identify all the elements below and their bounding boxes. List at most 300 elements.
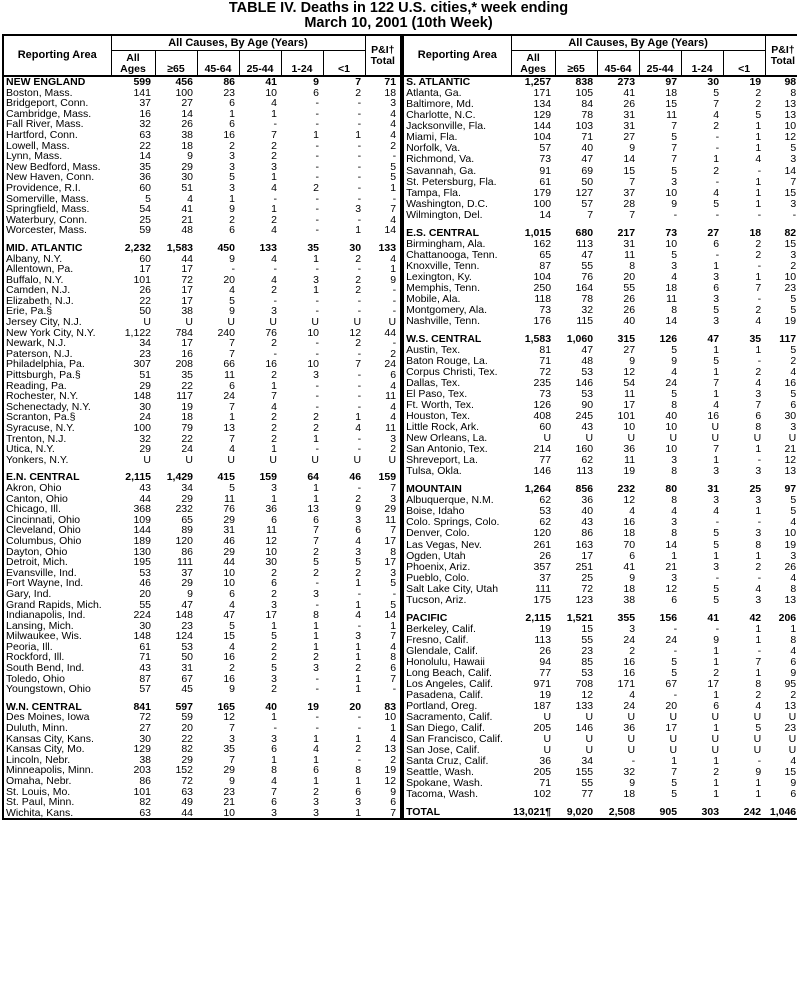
deaths-cell: 1 bbox=[755, 777, 762, 790]
table-spacer-row bbox=[403, 477, 797, 484]
pi-total-cell: 83 bbox=[365, 702, 401, 713]
deaths-cell: 51 bbox=[181, 181, 193, 194]
pi-total-cell: 2 bbox=[765, 356, 797, 367]
pi-total-cell: - bbox=[365, 194, 401, 205]
deaths-cell: 2 bbox=[755, 87, 762, 100]
city-name-cell: Rockford, Ill. bbox=[3, 652, 111, 663]
pi-total-cell: 5 bbox=[365, 162, 401, 173]
deaths-cell: 14 bbox=[139, 150, 151, 163]
deaths-cell: 10 bbox=[223, 566, 235, 579]
deaths-cell: - bbox=[315, 97, 319, 110]
deaths-cell: 1 bbox=[713, 688, 720, 701]
spacer-cell bbox=[3, 695, 401, 702]
deaths-cell: 171 bbox=[617, 677, 636, 690]
deaths-cell: 11 bbox=[624, 388, 636, 401]
table-spacer-row bbox=[403, 327, 797, 334]
deaths-cell: 18 bbox=[665, 281, 678, 294]
city-name-cell: Syracuse, N.Y. bbox=[3, 423, 111, 434]
deaths-cell: 2 bbox=[271, 369, 277, 382]
deaths-cell: 6 bbox=[271, 513, 277, 526]
deaths-cell: 9 bbox=[671, 355, 678, 367]
deaths-cell: 120 bbox=[533, 527, 552, 540]
table-row bbox=[3, 162, 401, 173]
deaths-cell: 15 bbox=[623, 164, 636, 177]
deaths-cell: 6 bbox=[229, 224, 235, 237]
deaths-cell: 10 bbox=[265, 545, 277, 558]
deaths-cell: 1 bbox=[355, 732, 362, 745]
deaths-cell: 2,232 bbox=[124, 241, 151, 254]
deaths-cell: 1 bbox=[271, 753, 277, 766]
deaths-cell: - bbox=[315, 379, 319, 392]
table-body-left bbox=[3, 76, 401, 819]
city-name-cell: Shreveport, La. bbox=[403, 455, 511, 466]
deaths-cell: 18 bbox=[181, 139, 193, 152]
deaths-cell: 16 bbox=[139, 107, 151, 120]
deaths-cell: 19 bbox=[539, 622, 552, 635]
deaths-cell: 11 bbox=[666, 292, 678, 305]
deaths-cell: 23 bbox=[181, 619, 193, 632]
deaths-cell: U bbox=[311, 453, 319, 466]
deaths-cell: - bbox=[357, 107, 362, 120]
pi-total-cell: 5 bbox=[765, 294, 797, 305]
deaths-cell: 113 bbox=[576, 465, 594, 478]
deaths-cell: 35 bbox=[749, 332, 762, 345]
city-name-cell: Seattle, Wash. bbox=[403, 767, 511, 778]
deaths-cell: 148 bbox=[133, 630, 151, 643]
city-name-cell: Scranton, Pa.§ bbox=[3, 412, 111, 423]
deaths-cell: 7 bbox=[671, 766, 678, 779]
city-name-cell: Kansas City, Mo. bbox=[3, 744, 111, 755]
deaths-cell: - bbox=[757, 571, 762, 584]
deaths-cell: 1 bbox=[313, 284, 319, 297]
deaths-cell: 24 bbox=[181, 443, 193, 456]
deaths-cell: - bbox=[357, 369, 362, 382]
deaths-cell: 2 bbox=[755, 366, 762, 379]
header-age-65-left: ≥65 bbox=[155, 51, 197, 77]
deaths-cell: 30 bbox=[139, 619, 151, 632]
deaths-cell: 155 bbox=[575, 766, 594, 779]
deaths-cell: - bbox=[315, 203, 319, 216]
deaths-cell: 2 bbox=[755, 98, 762, 111]
table-row bbox=[3, 172, 401, 183]
pi-total-cell: 3 bbox=[365, 568, 401, 579]
deaths-cell: 18 bbox=[623, 582, 636, 595]
deaths-cell: 36 bbox=[623, 443, 636, 456]
deaths-cell: 104 bbox=[533, 131, 552, 144]
deaths-cell: 87 bbox=[139, 672, 151, 685]
pi-total-cell: 6 bbox=[365, 370, 401, 381]
city-name-cell: Buffalo, N.Y. bbox=[3, 275, 111, 286]
deaths-cell: 1,060 bbox=[566, 332, 594, 345]
deaths-cell: 3 bbox=[629, 622, 636, 635]
table-row bbox=[403, 367, 797, 378]
deaths-cell: - bbox=[315, 192, 319, 205]
deaths-cell: U bbox=[143, 453, 151, 466]
deaths-cell: - bbox=[757, 644, 762, 657]
deaths-cell: - bbox=[315, 107, 319, 120]
pi-total-cell: 6 bbox=[765, 789, 797, 800]
deaths-cell: 30 bbox=[139, 400, 151, 413]
deaths-cell: U bbox=[543, 733, 552, 746]
deaths-cell: 1 bbox=[229, 192, 235, 205]
deaths-cell: 2 bbox=[271, 337, 277, 350]
deaths-cell: 9 bbox=[629, 777, 636, 790]
deaths-cell: 7 bbox=[713, 98, 720, 111]
deaths-cell: 2 bbox=[271, 683, 277, 696]
deaths-cell: 17 bbox=[139, 263, 151, 276]
pi-total-cell: 8 bbox=[765, 583, 797, 594]
city-name-cell: Newark, N.J. bbox=[3, 338, 111, 349]
city-name-cell: Las Vegas, Nev. bbox=[403, 539, 511, 550]
city-name-cell: Peoria, Ill. bbox=[3, 642, 111, 653]
deaths-cell: 2 bbox=[271, 651, 277, 664]
deaths-cell: 109 bbox=[133, 513, 151, 526]
deaths-cell: 4 bbox=[355, 609, 362, 622]
city-name-cell: Spokane, Wash. bbox=[403, 778, 511, 789]
deaths-cell: - bbox=[315, 139, 319, 152]
deaths-cell: - bbox=[315, 337, 319, 350]
city-name-cell: Paterson, N.J. bbox=[3, 349, 111, 360]
table-spacer-row bbox=[3, 236, 401, 243]
deaths-cell: 5 bbox=[145, 192, 151, 205]
table-row bbox=[403, 261, 797, 272]
table-row bbox=[403, 444, 797, 455]
region-name-cell: S. ATLANTIC bbox=[403, 76, 511, 88]
table-row bbox=[3, 381, 401, 392]
deaths-cell: U bbox=[627, 432, 636, 445]
deaths-cell: 162 bbox=[533, 237, 552, 250]
deaths-cell: U bbox=[711, 710, 720, 723]
deaths-cell: 4 bbox=[755, 153, 762, 166]
deaths-cell: 189 bbox=[133, 534, 151, 547]
pi-total-cell: 6 bbox=[765, 657, 797, 668]
deaths-cell: 5 bbox=[671, 655, 678, 668]
pi-total-cell: - bbox=[365, 296, 401, 307]
table-row bbox=[403, 345, 797, 356]
deaths-cell: 2 bbox=[355, 337, 362, 350]
deaths-cell: 163 bbox=[575, 538, 594, 551]
deaths-cell: 2 bbox=[355, 566, 362, 579]
deaths-cell: 2 bbox=[271, 411, 277, 424]
deaths-cell: 104 bbox=[533, 270, 552, 283]
deaths-cell: - bbox=[357, 118, 362, 131]
table-row bbox=[403, 400, 797, 411]
deaths-cell: 50 bbox=[139, 305, 151, 318]
deaths-cell: 205 bbox=[533, 722, 552, 734]
deaths-cell: 38 bbox=[623, 593, 636, 606]
city-name-cell: Richmond, Va. bbox=[403, 154, 511, 165]
deaths-cell: U bbox=[311, 316, 319, 329]
city-name-cell: Ogden, Utah bbox=[403, 550, 511, 561]
pi-total-cell: 11 bbox=[365, 515, 401, 526]
deaths-cell: 31 bbox=[181, 662, 193, 675]
deaths-cell: 47 bbox=[581, 343, 594, 356]
deaths-cell: 62 bbox=[539, 494, 552, 507]
deaths-cell: 357 bbox=[533, 560, 552, 573]
table-row bbox=[403, 76, 797, 88]
deaths-cell: 1,429 bbox=[166, 471, 193, 484]
deaths-cell: 1,257 bbox=[524, 76, 552, 89]
deaths-cell: 1 bbox=[755, 549, 762, 562]
table-head-left bbox=[3, 35, 401, 76]
pi-total-cell: 7 bbox=[765, 176, 797, 187]
deaths-cell: 17 bbox=[181, 284, 193, 297]
city-name-cell: Gary, Ind. bbox=[3, 589, 111, 600]
deaths-cell: 2 bbox=[755, 303, 762, 316]
deaths-cell: 27 bbox=[181, 97, 193, 110]
pi-label-line2: Total bbox=[370, 54, 395, 67]
city-name-cell: Boston, Mass. bbox=[3, 88, 111, 99]
deaths-cell: U bbox=[543, 744, 552, 757]
deaths-cell: 4 bbox=[271, 273, 277, 286]
deaths-cell: 5 bbox=[671, 788, 678, 801]
pi-total-cell: 4 bbox=[765, 367, 797, 378]
city-name-cell: Cambridge, Mass. bbox=[3, 109, 111, 120]
deaths-cell: 152 bbox=[175, 764, 193, 777]
deaths-cell: 11 bbox=[266, 524, 277, 537]
header-all-ages-left bbox=[111, 51, 155, 77]
deaths-cell: 1 bbox=[755, 142, 762, 155]
deaths-cell: U bbox=[353, 453, 362, 466]
deaths-cell: - bbox=[357, 400, 362, 413]
deaths-cell: 3 bbox=[755, 388, 762, 401]
city-name-cell: Houston, Tex. bbox=[403, 411, 511, 422]
deaths-cell: 100 bbox=[175, 86, 193, 99]
deaths-cell: 2,115 bbox=[125, 471, 151, 484]
deaths-cell: 1 bbox=[755, 505, 762, 518]
deaths-cell: - bbox=[715, 622, 720, 635]
header-age-124-right: 1-24 bbox=[681, 51, 723, 77]
deaths-cell: 127 bbox=[575, 186, 594, 199]
deaths-cell: 5 bbox=[713, 303, 720, 316]
deaths-cell: - bbox=[673, 644, 678, 657]
deaths-cell: 19 bbox=[539, 688, 552, 701]
deaths-cell: 3 bbox=[271, 305, 277, 318]
city-name-cell: Norfolk, Va. bbox=[403, 143, 511, 154]
pi-total-cell: 98 bbox=[765, 76, 797, 88]
pi-total-cell: 9 bbox=[765, 668, 797, 679]
deaths-cell: 6 bbox=[271, 577, 277, 590]
pi-total-cell: 4 bbox=[365, 109, 401, 120]
deaths-cell: 2 bbox=[713, 120, 720, 133]
deaths-cell: 6 bbox=[755, 410, 762, 423]
deaths-cell: - bbox=[315, 347, 319, 360]
city-name-cell: Long Beach, Calif. bbox=[403, 668, 511, 679]
deaths-cell: - bbox=[757, 208, 762, 221]
deaths-cell: - bbox=[715, 516, 720, 529]
city-name-cell: Somerville, Mass. bbox=[3, 194, 111, 205]
header-reporting-area-left: Reporting Area bbox=[3, 35, 111, 76]
table-row bbox=[403, 495, 797, 506]
header-all-causes-right: All Causes, By Age (Years) bbox=[511, 35, 765, 51]
deaths-cell: 40 bbox=[665, 410, 678, 423]
deaths-cell: 4 bbox=[629, 688, 636, 701]
pi-total-cell: 10 bbox=[765, 272, 797, 283]
header-reporting-area-right: Reporting Area bbox=[403, 35, 511, 76]
deaths-cell: 179 bbox=[533, 186, 552, 199]
deaths-cell: - bbox=[357, 192, 362, 205]
deaths-cell: 61 bbox=[539, 175, 552, 188]
deaths-cell: 680 bbox=[575, 226, 594, 239]
deaths-cell: 5 bbox=[355, 556, 362, 569]
pi-total-cell: 13 bbox=[765, 466, 797, 477]
pi-total-cell: 2 bbox=[365, 349, 401, 360]
deaths-cell: 5 bbox=[271, 630, 277, 643]
deaths-cell: 3 bbox=[671, 454, 678, 467]
deaths-cell: - bbox=[357, 213, 362, 226]
header-age-u1-right: <1 bbox=[723, 51, 765, 77]
deaths-cell: 24 bbox=[223, 390, 235, 403]
deaths-cell: 20 bbox=[223, 273, 235, 286]
deaths-cell: 73 bbox=[665, 226, 678, 239]
deaths-cell: 111 bbox=[535, 582, 552, 595]
deaths-cell: 1 bbox=[755, 197, 762, 210]
pi-total-cell: 7 bbox=[365, 525, 401, 536]
deaths-cell: 53 bbox=[581, 666, 594, 679]
table-row bbox=[3, 204, 401, 215]
deaths-cell: 3 bbox=[313, 369, 319, 382]
deaths-cell: 3 bbox=[355, 513, 362, 526]
deaths-cell: 8 bbox=[755, 421, 762, 434]
deaths-cell: 25 bbox=[139, 213, 151, 226]
pi-total-cell: 10 bbox=[765, 121, 797, 132]
pi-total-cell: U bbox=[765, 433, 797, 444]
deaths-cell: 5 bbox=[671, 343, 678, 356]
deaths-cell: 73 bbox=[539, 388, 552, 401]
pi-total-cell: 29 bbox=[365, 504, 401, 515]
table-row bbox=[403, 778, 797, 789]
city-name-cell: Lincoln, Nebr. bbox=[3, 755, 111, 766]
deaths-cell: 6 bbox=[229, 118, 235, 131]
deaths-cell: 5 bbox=[713, 538, 720, 551]
deaths-cell: 26 bbox=[623, 292, 636, 305]
deaths-cell: 9,020 bbox=[555, 807, 597, 819]
deaths-cell: 141 bbox=[133, 86, 151, 99]
pi-total-cell: 14 bbox=[365, 225, 401, 236]
deaths-cell: 5 bbox=[671, 248, 678, 261]
deaths-cell: 29 bbox=[139, 379, 151, 392]
deaths-cell: 29 bbox=[181, 577, 193, 590]
deaths-cell: 80 bbox=[665, 483, 678, 496]
deaths-cell: 6 bbox=[229, 97, 235, 110]
deaths-cell: - bbox=[315, 294, 319, 307]
deaths-cell: 105 bbox=[575, 87, 594, 100]
deaths-cell: 65 bbox=[181, 513, 193, 526]
deaths-cell: U bbox=[753, 710, 762, 723]
deaths-cell: 36 bbox=[623, 722, 636, 734]
deaths-cell: 66 bbox=[223, 358, 235, 371]
deaths-cell: 86 bbox=[223, 76, 235, 88]
city-name-cell: Albany, N.Y. bbox=[3, 254, 111, 265]
table-row bbox=[403, 635, 797, 646]
city-name-cell: Sacramento, Calif. bbox=[403, 712, 511, 723]
pi-total-cell: 4 bbox=[765, 572, 797, 583]
deaths-cell: 242 bbox=[723, 807, 765, 819]
deaths-cell: 50 bbox=[581, 175, 594, 188]
deaths-cell: 3 bbox=[713, 270, 720, 283]
deaths-cell: 1 bbox=[313, 619, 319, 632]
deaths-cell: 22 bbox=[139, 139, 151, 152]
deaths-cell: 5 bbox=[671, 131, 678, 144]
deaths-cell: 124 bbox=[175, 630, 193, 643]
pi-total-cell: 19 bbox=[765, 539, 797, 550]
table-row bbox=[403, 624, 797, 635]
header-pi-total-left bbox=[365, 35, 401, 76]
deaths-cell: 7 bbox=[713, 377, 720, 390]
table-row bbox=[3, 734, 401, 745]
city-name-cell: Denver, Colo. bbox=[403, 528, 511, 539]
table-container bbox=[0, 34, 797, 820]
deaths-cell: 1 bbox=[713, 366, 720, 379]
deaths-cell: 30 bbox=[265, 556, 277, 569]
deaths-cell: 599 bbox=[133, 76, 151, 88]
deaths-cell: 44 bbox=[223, 556, 235, 569]
city-name-cell: New Orleans, La. bbox=[403, 433, 511, 444]
pi-total-cell: - bbox=[365, 285, 401, 296]
deaths-cell: 971 bbox=[533, 677, 552, 690]
deaths-cell: 3 bbox=[713, 314, 720, 327]
deaths-cell: 4 bbox=[229, 284, 235, 297]
table-row bbox=[3, 547, 401, 558]
deaths-cell: 16 bbox=[707, 410, 720, 423]
city-name-cell: Berkeley, Calif. bbox=[403, 624, 511, 635]
deaths-cell: 34 bbox=[181, 481, 193, 494]
deaths-cell: 1 bbox=[271, 107, 277, 120]
deaths-cell: 1 bbox=[313, 775, 319, 787]
deaths-cell: U bbox=[711, 744, 720, 757]
deaths-cell: 43 bbox=[581, 516, 594, 529]
deaths-cell: 2 bbox=[313, 411, 319, 424]
deaths-cell: 6 bbox=[713, 237, 720, 250]
deaths-cell: 315 bbox=[617, 332, 636, 345]
deaths-cell: 86 bbox=[181, 545, 193, 558]
deaths-cell: 7 bbox=[755, 655, 762, 668]
table-row bbox=[403, 583, 797, 594]
pi-total-cell: 5 bbox=[765, 506, 797, 517]
deaths-cell: 32 bbox=[139, 118, 151, 131]
spacer-cell bbox=[403, 800, 797, 807]
deaths-cell: 20 bbox=[139, 587, 151, 600]
city-name-cell: San Jose, Calif. bbox=[403, 745, 511, 756]
deaths-cell: U bbox=[227, 453, 235, 466]
table-row bbox=[403, 110, 797, 121]
deaths-cell: 10 bbox=[265, 86, 277, 99]
deaths-cell: - bbox=[357, 139, 362, 152]
deaths-cell: 415 bbox=[217, 471, 235, 484]
deaths-cell: 1 bbox=[313, 481, 319, 494]
all-ages-line1-right: All bbox=[526, 52, 540, 64]
deaths-cell: 18 bbox=[749, 226, 762, 239]
deaths-cell: 9 bbox=[629, 355, 636, 367]
deaths-cell: 14 bbox=[665, 314, 678, 327]
deaths-cell: - bbox=[357, 587, 362, 600]
deaths-cell: - bbox=[673, 208, 678, 221]
deaths-cell: 81 bbox=[539, 343, 552, 356]
deaths-cell: 5 bbox=[713, 87, 720, 100]
deaths-cell: - bbox=[315, 722, 319, 735]
deaths-cell: 4 bbox=[229, 640, 235, 653]
deaths-cell: 8 bbox=[671, 465, 678, 478]
table-row bbox=[403, 657, 797, 668]
deaths-cell: 838 bbox=[575, 76, 594, 89]
deaths-cell: 43 bbox=[581, 421, 594, 434]
deaths-cell: 12 bbox=[349, 326, 362, 339]
deaths-cell: 3 bbox=[229, 150, 235, 163]
deaths-cell: 20 bbox=[349, 700, 362, 713]
deaths-cell: 24 bbox=[623, 699, 636, 712]
deaths-cell: 2 bbox=[271, 566, 277, 579]
deaths-cell: 35 bbox=[223, 743, 235, 756]
